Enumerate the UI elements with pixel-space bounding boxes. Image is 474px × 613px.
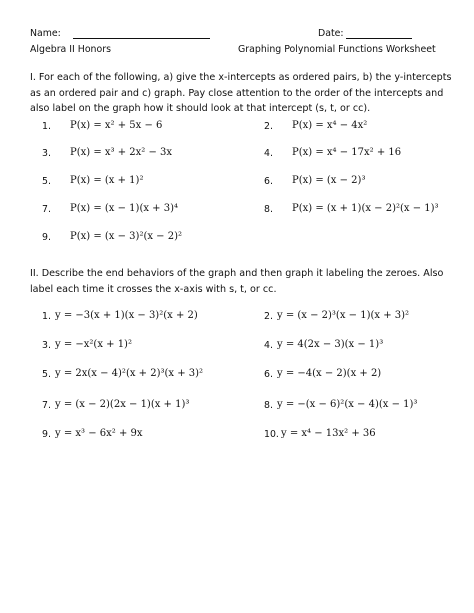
s2-problem-number: 2.: [264, 311, 273, 322]
s2-problem-number: 1.: [42, 311, 51, 322]
s2-problem-number: 4.: [264, 340, 273, 351]
s2-problem-expression: y = 4(2x − 3)(x − 1)³: [277, 339, 384, 350]
s1-problem-number: 5.: [42, 176, 51, 187]
s1-problem-expression: P(x) = (x − 3)²(x − 2)²: [70, 231, 183, 242]
s2-problem-expression: y = x⁴ − 13x² + 36: [281, 428, 376, 439]
s2-problem-number: 10.: [264, 429, 279, 440]
s2-problem-number: 9.: [42, 429, 51, 440]
s2-problem-expression: y = (x − 2)³(x − 1)(x + 3)²: [277, 310, 410, 321]
section1-instructions: [30, 70, 452, 117]
section2-instructions: [30, 266, 448, 297]
s1-problem-number: 1.: [42, 121, 51, 132]
section2-instruction-line: label each time it crosses the x-axis with s, t, or cc.: [30, 283, 277, 295]
s2-problem-expression: y = (x − 2)(2x − 1)(x + 1)³: [55, 399, 190, 410]
s1-problem-number: 4.: [264, 148, 273, 159]
s1-problem-expression: P(x) = (x − 1)(x + 3)⁴: [70, 203, 178, 214]
s1-problem-number: 9.: [42, 232, 51, 243]
section1-instruction-line: as an ordered pair and c) graph. Pay close attention to the order of the intercepts and: [30, 87, 444, 99]
s1-problem-number: 6.: [264, 176, 273, 187]
s1-problem-expression: P(x) = (x − 2)³: [292, 175, 366, 186]
section1-instruction-line: I. For each of the following, a) give the x-intercepts as ordered pairs, b) the y-intercepts: [30, 72, 452, 83]
name-blank-line[interactable]: [73, 38, 210, 39]
section2-instruction-line: II. Describe the end behaviors of the graph and then graph it labeling the zeroes. Also: [30, 268, 444, 279]
section1-instruction-line: also label on the graph how it should look at that intercept (s, t, or cc).: [30, 103, 371, 114]
course-name: Algebra II Honors: [30, 44, 111, 55]
s1-problem-expression: P(x) = x² + 5x − 6: [70, 120, 163, 131]
s2-problem-number: 5.: [42, 369, 51, 380]
s2-problem-expression: y = 2x(x − 4)²(x + 2)³(x + 3)²: [55, 368, 204, 379]
s2-problem-expression: y = −3(x + 1)(x − 3)²(x + 2): [55, 310, 198, 321]
s1-problem-number: 3.: [42, 148, 51, 159]
s1-problem-number: 8.: [264, 204, 273, 215]
s2-problem-expression: y = −x²(x + 1)²: [55, 339, 132, 350]
s1-problem-expression: P(x) = x³ + 2x² − 3x: [70, 147, 173, 158]
s2-problem-expression: y = −(x − 6)²(x − 4)(x − 1)³: [277, 399, 418, 410]
date-blank-line[interactable]: [346, 38, 412, 39]
s2-problem-number: 8.: [264, 400, 273, 411]
s1-problem-expression: P(x) = x⁴ − 17x² + 16: [292, 147, 402, 158]
worksheet-title: Graphing Polynomial Functions Worksheet: [238, 44, 436, 55]
s1-problem-expression: P(x) = x⁴ − 4x²: [292, 120, 368, 131]
name-label: Name:: [30, 28, 61, 39]
s1-problem-expression: P(x) = (x + 1)²: [70, 175, 144, 186]
s2-problem-number: 3.: [42, 340, 51, 351]
s2-problem-expression: y = −4(x − 2)(x + 2): [277, 368, 382, 379]
s2-problem-number: 6.: [264, 369, 273, 380]
s1-problem-expression: P(x) = (x + 1)(x − 2)²(x − 1)³: [292, 203, 439, 214]
s1-problem-number: 2.: [264, 121, 273, 132]
date-label: Date:: [318, 28, 344, 39]
s2-problem-expression: y = x³ − 6x² + 9x: [55, 428, 143, 439]
s1-problem-number: 7.: [42, 204, 51, 215]
s2-problem-number: 7.: [42, 400, 51, 411]
